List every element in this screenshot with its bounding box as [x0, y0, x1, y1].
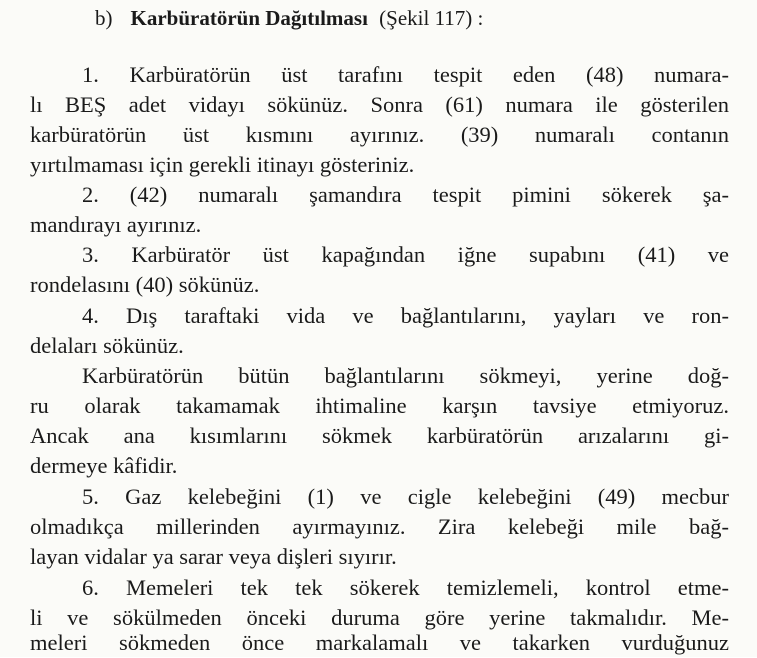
body-line: 1. Karbüratörün üst tarafını tespit eden (48) numara-: [82, 62, 729, 87]
body-line: karbüratörün üst kısmını ayırınız. (39) numaralı contanın: [30, 122, 729, 147]
section-letter: b): [95, 6, 113, 30]
body-line: ru olarak takamamak ihtimaline karşın tavsiye etmiyoruz.: [30, 393, 729, 418]
figure-reference: (Şekil 117) :: [379, 6, 484, 30]
body-line: 6. Memeleri tek tek sökerek temizlemeli, kontrol etme-: [82, 575, 729, 600]
body-line: mandırayı ayırınız.: [30, 212, 202, 237]
body-line: 3. Karbüratör üst kapağından iğne supabını (41) ve: [82, 242, 729, 267]
body-line: 2. (42) numaralı şamandıra tespit pimini sökerek şa-: [82, 182, 729, 207]
body-line: lı BEŞ adet vidayı sökünüz. Sonra (61) numara ile gösterilen: [30, 92, 729, 117]
body-line: li ve sökülmeden önceki duruma göre yerine takmalıdır. Me-: [30, 605, 729, 630]
body-line: 5. Gaz kelebeğini (1) ve cigle kelebeğini (49) mecbur: [82, 484, 729, 509]
body-line: layan vidalar ya sarar veya dişleri sıyırır.: [30, 544, 397, 569]
body-line: Ancak ana kısımlarını sökmek karbüratörün arızalarını gi-: [30, 423, 729, 448]
body-line: delaları sökünüz.: [30, 333, 184, 358]
body-line: yırtılmaması için gerekli itinayı gösteriniz.: [30, 152, 415, 177]
body-line: meleri sökmeden önce markalamalı ve takarken vurduğunuz: [30, 630, 729, 655]
body-line: dermeye kâfidir.: [30, 453, 178, 478]
section-heading: [95, 6, 483, 31]
section-title: Karbüratörün Dağıtılması: [130, 6, 368, 30]
body-line: Karbüratörün bütün bağlantılarını sökmeyi, yerine doğ-: [82, 363, 729, 388]
body-line: rondelasını (40) sökünüz.: [30, 272, 260, 297]
body-line: 4. Dış taraftaki vida ve bağlantılarını, yayları ve ron-: [82, 303, 729, 328]
body-line: olmadıkça millerinden ayırmayınız. Zira kelebeği mile bağ-: [30, 514, 729, 539]
